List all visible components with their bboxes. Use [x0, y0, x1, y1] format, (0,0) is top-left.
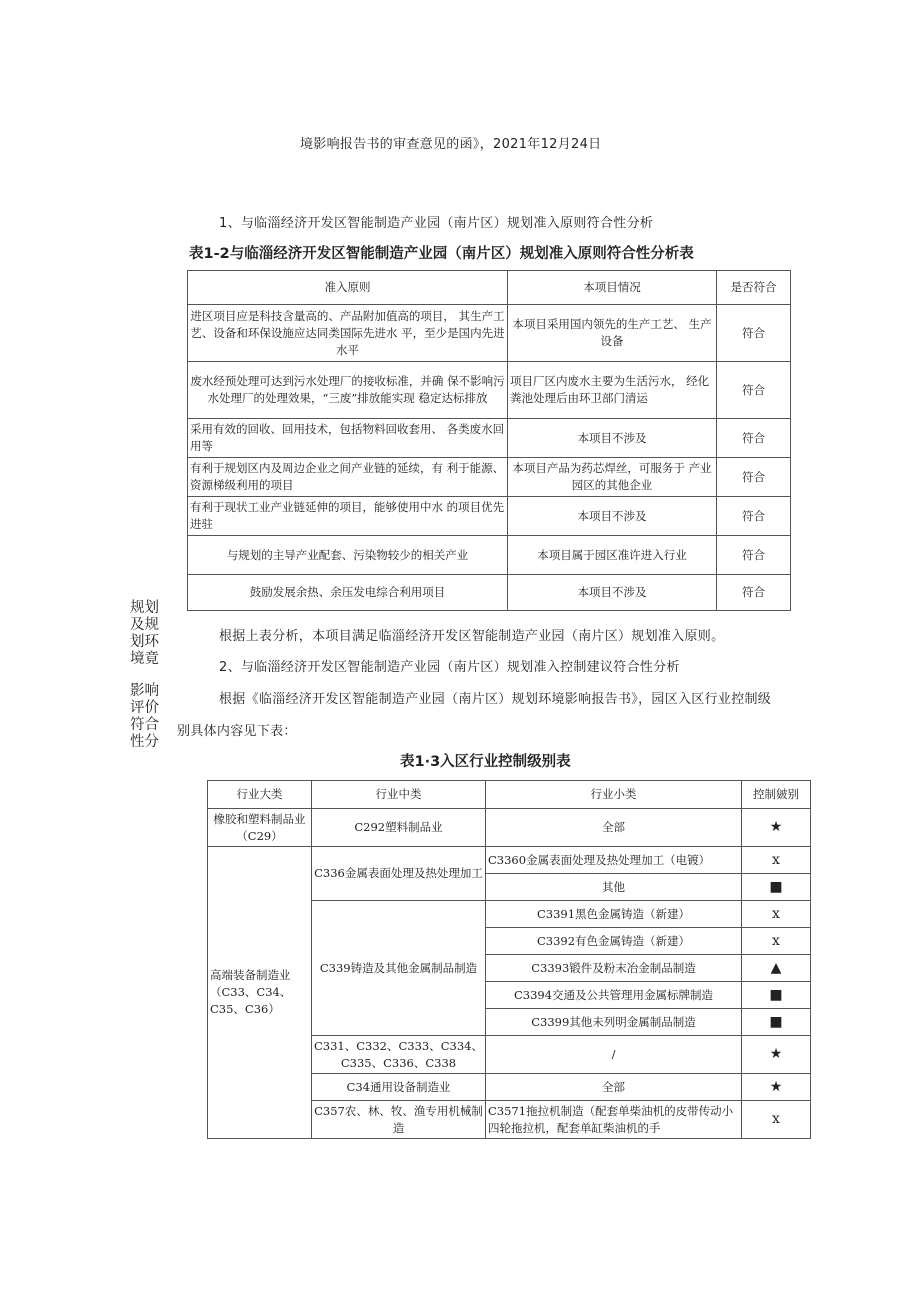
table3-header-level: 控制皴别	[742, 781, 811, 809]
cross-icon: x	[742, 1101, 811, 1139]
section1-title: 1、与临淄经济开发区智能制造产业园（南片区）规划准入原则符合性分析	[219, 216, 654, 231]
paragraph-line-1: 根据《临淄经济开发区智能制造产业园（南片区）规划环境影响报告书》，园区入区行业控制级	[219, 692, 772, 707]
table2-result: 符合	[717, 458, 791, 497]
table2-principle: 采用有效的回收、回用技术，包括物料回收套用、 各类废水回用等	[188, 419, 508, 458]
header-line: 境影响报告书的审查意见的函》，2021年12月24日	[300, 137, 602, 152]
table2-principle: 鼓励发展余热、余压发电综合利用项目	[188, 575, 508, 611]
table2-situation: 本项目不涉及	[508, 419, 717, 458]
table3-header-middle: 行业中类	[312, 781, 486, 809]
table-row	[188, 497, 791, 536]
category-rubber: 橡胶和塑料制品业（C29）	[208, 809, 312, 847]
conclusion-text: 根据上表分析，本项目满足临淄经济开发区智能制造产业园（南片区）规划准入原则。	[219, 629, 725, 644]
side-label-line: 划环	[130, 634, 159, 650]
table2-principle: 有利于现状工业产业链延伸的项目，能够使用中水 的项目优先进驻	[188, 497, 508, 536]
side-label-line: 境竟	[130, 651, 159, 667]
minor-c3360: C3360金属表面处理及热处理加工（电镀）	[486, 847, 742, 874]
minor-c3391: C3391黑色金属铸造（新建）	[486, 901, 742, 928]
minor-c3394: C3394交通及公共管理用金属标牌制造	[486, 982, 742, 1009]
side-label-line: 及规	[130, 617, 159, 633]
table3-header-major: 行业大类	[208, 781, 312, 809]
table-row	[208, 847, 811, 874]
minor-c3393: C3393锻件及粉末冶金制品制造	[486, 955, 742, 982]
minor-c292: 全部	[486, 809, 742, 847]
side-label-line	[130, 668, 170, 683]
middle-c331: C331、C332、C333、C334、C335、C336、C338	[312, 1036, 486, 1074]
table3-header-minor: 行业小类	[486, 781, 742, 809]
table2-principle: 与规划的主导产业配套、污染物较少的相关产业	[188, 536, 508, 575]
table-row	[188, 575, 791, 611]
table2-header-result: 是否符合	[717, 271, 791, 305]
table2-result: 符合	[717, 497, 791, 536]
table2-situation: 项目厂区内废水主要为生活污水， 经化粪池处理后由环卫部门清运	[508, 362, 717, 419]
triangle-icon: ▲	[742, 955, 811, 982]
minor-c3392: C3392有色金属铸造（新建）	[486, 928, 742, 955]
middle-c34: C34通用设备制造业	[312, 1074, 486, 1101]
minor-c3571: C3571拖拉机制造（配套单柴油机的皮带传动小四轮拖拉机，配套单缸柴油机的手	[486, 1101, 742, 1139]
paragraph-line-2: 别具体内容见下表：	[177, 724, 297, 739]
table-row	[188, 362, 791, 419]
middle-c339: C339铸造及其他金属制品制造	[312, 901, 486, 1036]
table2-situation: 本项目属于园区准许进入行业	[508, 536, 717, 575]
table-row	[208, 809, 811, 847]
table2-header-situation: 本项目情况	[508, 271, 717, 305]
table2-principle: 进区项目应是科技含量高的、产品附加值高的项目， 其生产工艺、设备和环保设施应达同类国际先进水 平，至少是国内先进水平	[188, 305, 508, 362]
table2-caption: 表1-2与临淄经济开发区智能制造产业园（南片区）规划准入原则符合性分析表	[189, 246, 694, 262]
table3	[207, 780, 811, 1139]
middle-c357: C357农、林、牧、渔专用机械制造	[312, 1101, 486, 1139]
table2-principle: 废水经预处理可达到污水处理厂的接收标准，并确 保不影响污水处理厂的处理效果，“三废”排放能实现 稳定达标排放	[188, 362, 508, 419]
side-label-line: 规划	[130, 600, 159, 616]
table2-situation: 本项目产品为药芯焊丝，可服务于 产业园区的其他企业	[508, 458, 717, 497]
star-icon: ★	[742, 809, 811, 847]
square-icon: ■	[742, 982, 811, 1009]
minor-c34: 全部	[486, 1074, 742, 1101]
table-row	[188, 458, 791, 497]
minor-other: 其他	[486, 874, 742, 901]
table-header-row	[208, 781, 811, 809]
table-header-row	[188, 271, 791, 305]
table-row	[188, 419, 791, 458]
table2	[187, 270, 791, 611]
middle-c336: C336金属表面处理及热处理加工	[312, 847, 486, 901]
table2-result: 符合	[717, 419, 791, 458]
square-icon: ■	[742, 874, 811, 901]
table-row	[188, 536, 791, 575]
side-label	[130, 600, 170, 751]
minor-c331: /	[486, 1036, 742, 1074]
side-label-line: 性分	[130, 734, 159, 750]
cross-icon: x	[742, 901, 811, 928]
side-label-line: 符合	[130, 717, 159, 733]
table2-result: 符合	[717, 536, 791, 575]
star-icon: ★	[742, 1074, 811, 1101]
table2-header-principle: 准入原则	[188, 271, 508, 305]
square-icon: ■	[742, 1009, 811, 1036]
table2-situation: 本项目不涉及	[508, 497, 717, 536]
side-label-line: 影响	[130, 683, 159, 699]
cross-icon: x	[742, 928, 811, 955]
table-row	[188, 305, 791, 362]
section2-title: 2、与临淄经济开发区智能制造产业园（南片区）规划准入控制建议符合性分析	[219, 660, 680, 675]
category-high-end: 高端装备制造业（C33、C34、C35、C36）	[208, 847, 312, 1139]
star-icon: ★	[742, 1036, 811, 1074]
table2-result: 符合	[717, 305, 791, 362]
minor-c3399: C3399其他未列明金属制品制造	[486, 1009, 742, 1036]
table2-situation: 本项目不涉及	[508, 575, 717, 611]
cross-icon: x	[742, 847, 811, 874]
table2-situation: 本项目采用国内领先的生产工艺、 生产设备	[508, 305, 717, 362]
middle-c292: C292塑料制品业	[312, 809, 486, 847]
table2-result: 符合	[717, 362, 791, 419]
table3-caption: 表1·3入区行业控制级别表	[400, 754, 571, 770]
table2-principle: 有利于规划区内及周边企业之间产业链的延续，有 利于能源、资源梯级利用的项目	[188, 458, 508, 497]
side-label-line: 评价	[130, 700, 159, 716]
table2-result: 符合	[717, 575, 791, 611]
